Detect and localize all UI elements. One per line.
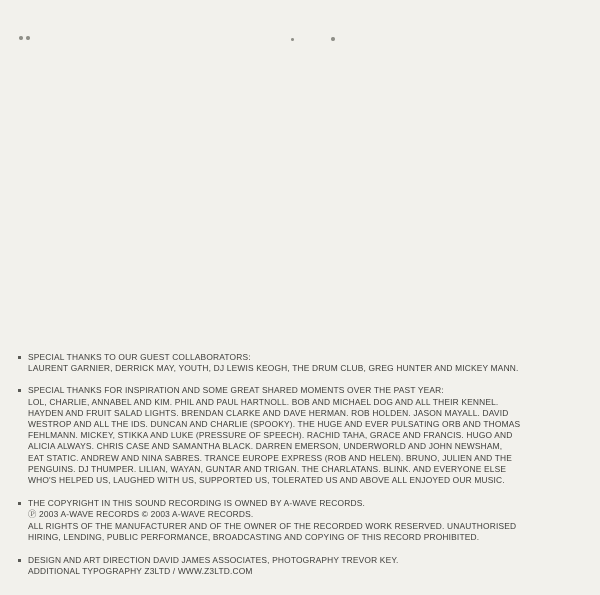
credit-line: THE COPYRIGHT IN THIS SOUND RECORDING IS OWNED BY A-WAVE RECORDS. [28, 498, 365, 509]
copyright-block [18, 498, 570, 543]
square-bullet-icon [18, 559, 21, 562]
square-bullet-icon [18, 502, 21, 505]
dot-icon [26, 36, 30, 40]
credit-line: SPECIAL THANKS TO OUR GUEST COLLABORATORS: [28, 352, 251, 362]
credit-line: FEHLMANN. MICKEY, STIKKA AND LUKE (PRESSURE OF SPEECH). RACHID TAHA, GRACE AND FRANCIS. HUGO AND [28, 430, 513, 441]
dot-icon [19, 36, 23, 40]
credit-line: HAYDEN AND FRUIT SALAD LIGHTS. BRENDAN CLARKE AND DAVE HERMAN. ROB HOLDEN. JASON MAYALL. DAVID [28, 407, 509, 418]
credit-line: SPECIAL THANKS FOR INSPIRATION AND SOME GREAT SHARED MOMENTS OVER THE PAST YEAR: [28, 385, 444, 396]
credit-line: ADDITIONAL TYPOGRAPHY Z3LTD / WWW.Z3LTD.COM [28, 566, 253, 577]
credit-line: WESTROP AND ALL THE IDS. DUNCAN AND CHARLIE (SPOOKY). THE HUGE AND EVER PULSATING ORB AND THOMAS [28, 419, 521, 430]
special-thanks-inspiration-block [18, 385, 570, 486]
square-bullet-icon [18, 356, 21, 359]
special-thanks-collaborators-block [18, 352, 570, 374]
dot-icon [291, 38, 294, 41]
square-bullet-icon [18, 389, 21, 392]
credit-line: EAT STATIC. ANDREW AND NINA SABRES. TRANCE EUROPE EXPRESS (ROB AND HELEN). BRUNO, JULIEN AND THE [28, 452, 513, 463]
credit-line: ALICIA ALWAYS. CHRIS CASE AND SAMANTHA BLACK. DARREN EMERSON, UNDERWORLD AND JOHN NEWSHAM, [28, 441, 503, 452]
credit-line: LOL, CHARLIE, ANNABEL AND KIM. PHIL AND PAUL HARTNOLL. BOB AND MICHAEL DOG AND ALL THEIR KENNEL. [28, 396, 499, 407]
credit-line: DESIGN AND ART DIRECTION DAVID JAMES ASSOCIATES, PHOTOGRAPHY TREVOR KEY. [28, 555, 399, 566]
credits-section [18, 352, 570, 577]
credit-line: Ⓟ 2003 A-WAVE RECORDS © 2003 A-WAVE RECORDS. [28, 509, 254, 520]
credit-line: HIRING, LENDING, PUBLIC PERFORMANCE, BROADCASTING AND COPYING OF THIS RECORD PROHIBITED. [28, 531, 480, 542]
credit-line: ALL RIGHTS OF THE MANUFACTURER AND OF THE OWNER OF THE RECORDED WORK RESERVED. UNAUTHORISED [28, 520, 517, 531]
credit-line: LAURENT GARNIER, DERRICK MAY, YOUTH, DJ LEWIS KEOGH, THE DRUM CLUB, GREG HUNTER AND MICKEY MANN. [28, 363, 519, 374]
design-credit-block [18, 555, 570, 577]
credit-line: WHO'S HELPED US, LAUGHED WITH US, SUPPORTED US, TOLERATED US AND ABOVE ALL ENJOYED OUR MUSIC. [28, 475, 505, 486]
dot-icon [331, 37, 335, 41]
credit-line: PENGUINS. DJ THUMPER. LILIAN, WAYAN, GUNTAR AND TRIGAN. THE CHARLATANS. BLINK. AND EVERYONE ELSE [28, 463, 507, 474]
